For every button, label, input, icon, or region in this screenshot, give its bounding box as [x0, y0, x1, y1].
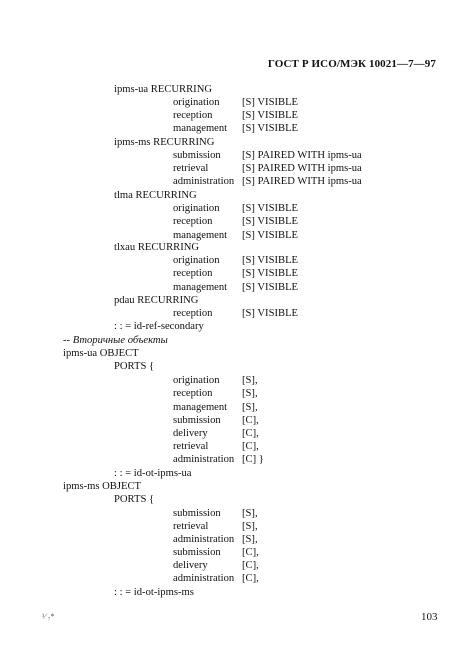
- port-name: reception: [173, 388, 213, 399]
- ports-open: PORTS {: [114, 361, 155, 372]
- port-name: retrieval: [173, 521, 209, 532]
- object-heading-ipms-ua: ipms-ua OBJECT: [63, 348, 139, 359]
- page-header-title: ГОСТ Р ИСО/МЭК 10021—7—97: [267, 58, 436, 70]
- comment-line: [63, 334, 168, 347]
- page-number: 103: [421, 611, 438, 623]
- port-value: [S] VISIBLE: [242, 230, 299, 241]
- footer-mark: ¹⁄ ₇*: [42, 612, 55, 621]
- port-name: reception: [173, 216, 213, 227]
- port-value: [S],: [242, 375, 258, 386]
- port-name: reception: [173, 308, 213, 319]
- recurring-heading-tlma: tlma RECURRING: [114, 190, 197, 201]
- port-value: [C],: [242, 547, 259, 558]
- port-value: [S],: [242, 402, 258, 413]
- port-name: origination: [173, 375, 220, 386]
- port-value: [S] VISIBLE: [242, 123, 299, 134]
- port-name: management: [173, 230, 228, 241]
- port-name: administration: [173, 573, 235, 584]
- port-value: [S] VISIBLE: [242, 268, 299, 279]
- port-value: [C],: [242, 573, 259, 584]
- port-name: retrieval: [173, 441, 209, 452]
- port-name: reception: [173, 268, 213, 279]
- port-value: [S],: [242, 388, 258, 399]
- port-value: [S] PAIRED WITH ipms-ua: [242, 176, 362, 187]
- port-value: [S],: [242, 508, 258, 519]
- port-name: management: [173, 402, 228, 413]
- port-value: [S] VISIBLE: [242, 203, 299, 214]
- port-value: [S],: [242, 521, 258, 532]
- port-value: [C],: [242, 560, 259, 571]
- assignment-id-ot-ipms-ua: : : = id-ot-ipms-ua: [114, 468, 192, 479]
- port-name: delivery: [173, 428, 208, 439]
- port-name: origination: [173, 203, 220, 214]
- port-name: retrieval: [173, 163, 209, 174]
- port-value: [C],: [242, 441, 259, 452]
- port-value: [C],: [242, 415, 259, 426]
- port-name: origination: [173, 97, 220, 108]
- port-name: submission: [173, 547, 221, 558]
- port-value: [C],: [242, 428, 259, 439]
- comment-marker: --: [63, 335, 73, 346]
- comment-text: Вторичные объекты: [72, 335, 168, 346]
- port-value: [S],: [242, 534, 258, 545]
- port-name: administration: [173, 454, 235, 465]
- assignment-id-ot-ipms-ms: : : = id-ot-ipms-ms: [114, 587, 194, 598]
- port-value: [S] VISIBLE: [242, 282, 299, 293]
- port-value: [S] VISIBLE: [242, 255, 299, 266]
- port-name: administration: [173, 176, 235, 187]
- port-value: [C] }: [242, 454, 264, 465]
- recurring-heading-pdau: pdau RECURRING: [114, 295, 199, 306]
- port-value: [S] PAIRED WITH ipms-ua: [242, 163, 362, 174]
- port-name: reception: [173, 110, 213, 121]
- port-name: delivery: [173, 560, 208, 571]
- port-value: [S] VISIBLE: [242, 97, 299, 108]
- assignment-id-ref-secondary: : : = id-ref-secondary: [114, 321, 204, 332]
- port-name: submission: [173, 150, 221, 161]
- port-name: submission: [173, 508, 221, 519]
- port-value: [S] VISIBLE: [242, 110, 299, 121]
- port-name: origination: [173, 255, 220, 266]
- port-name: management: [173, 282, 228, 293]
- ports-open: PORTS {: [114, 494, 155, 505]
- port-name: management: [173, 123, 228, 134]
- port-name: submission: [173, 415, 221, 426]
- recurring-heading-ipms-ua: ipms-ua RECURRING: [114, 84, 212, 95]
- object-heading-ipms-ms: ipms-ms OBJECT: [63, 481, 141, 492]
- port-name: administration: [173, 534, 235, 545]
- recurring-heading-ipms-ms: ipms-ms RECURRING: [114, 137, 215, 148]
- port-value: [S] PAIRED WITH ipms-ua: [242, 150, 362, 161]
- port-value: [S] VISIBLE: [242, 216, 299, 227]
- port-value: [S] VISIBLE: [242, 308, 299, 319]
- recurring-heading-tlxau: tlxau RECURRING: [114, 242, 200, 253]
